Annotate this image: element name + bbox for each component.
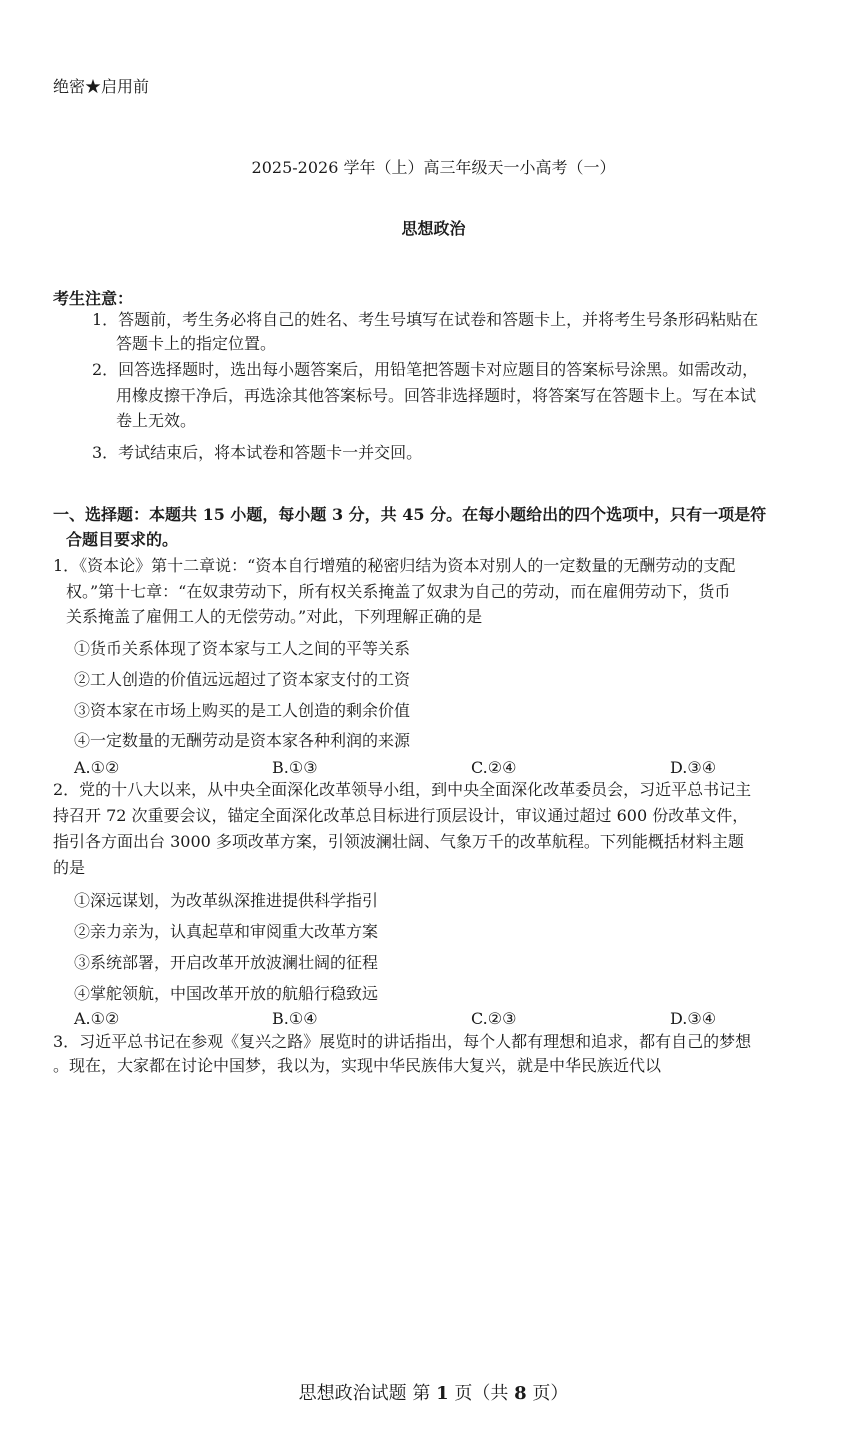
q2-choice-c: C.②③ xyxy=(471,1009,517,1028)
notice-item-2-line-2: 用橡皮擦干净后，再选涂其他答案标号。回答非选择题时，将答案写在答题卡上。写在本试 xyxy=(116,386,757,405)
notice-item-3: 3．考试结束后，将本试卷和答题卡一并交回。 xyxy=(92,443,423,462)
notice-title: 考生注意： xyxy=(53,289,134,308)
subject-title: 思想政治 xyxy=(401,219,466,238)
q1-choice-b: B.①③ xyxy=(272,758,318,777)
q1-option-4: ④一定数量的无酬劳动是资本家各种利润的来源 xyxy=(74,731,411,750)
page-footer xyxy=(0,1379,867,1405)
q2-option-1: ①深远谋划，为改革纵深推进提供科学指引 xyxy=(74,891,379,910)
q1-option-2: ②工人创造的价值远远超过了资本家支付的工资 xyxy=(74,670,411,689)
footer-text-2: 页（共 xyxy=(448,1383,515,1404)
footer-text-1: 思想政治试题 第 xyxy=(298,1383,437,1404)
q3-stem-line-2: 。现在，大家都在讨论中国梦，我以为，实现中华民族伟大复兴，就是中华民族近代以 xyxy=(53,1056,662,1075)
q2-stem-line-3: 指引各方面出台 3000 多项改革方案，引领波澜壮阔、气象万千的改革航程。下列能概括材料主题 xyxy=(53,832,744,851)
q1-choice-d: D.③④ xyxy=(670,758,717,777)
notice-item-1-line-1: 1．答题前，考生务必将自己的姓名、考生号填写在试卷和答题卡上，并将考生号条形码粘贴在 xyxy=(92,310,759,329)
q2-stem-line-2: 持召开 72 次重要会议，锚定全面深化改革总目标进行顶层设计，审议通过超过 600 份改革文件， xyxy=(53,806,749,825)
notice-item-2-line-1: 2．回答选择题时，选出每小题答案后，用铅笔把答题卡对应题目的答案标号涂黑。如需改动， xyxy=(92,360,759,379)
q2-option-2: ②亲力亲为，认真起草和审阅重大改革方案 xyxy=(74,922,379,941)
q2-option-3: ③系统部署，开启改革开放波澜壮阔的征程 xyxy=(74,953,379,972)
q2-option-4: ④掌舵领航，中国改革开放的航船行稳致远 xyxy=(74,984,379,1003)
confidential-label: 绝密★启用前 xyxy=(53,77,150,96)
q2-choice-a: A.①② xyxy=(74,1009,120,1028)
q2-choice-b: B.①④ xyxy=(272,1009,318,1028)
q2-stem-line-4: 的是 xyxy=(53,858,86,877)
notice-item-1-line-2: 答题卡上的指定位置。 xyxy=(116,334,277,353)
footer-text-3: 页） xyxy=(526,1383,569,1404)
q2-choice-d: D.③④ xyxy=(670,1009,717,1028)
footer-total-pages: 8 xyxy=(514,1383,527,1404)
q1-option-1: ①货币关系体现了资本家与工人之间的平等关系 xyxy=(74,639,411,658)
footer-page-number: 1 xyxy=(436,1383,449,1404)
q1-stem-line-3: 关系掩盖了雇佣工人的无偿劳动。”对此，下列理解正确的是 xyxy=(66,607,483,626)
q1-option-3: ③资本家在市场上购买的是工人创造的剩余价值 xyxy=(74,701,411,720)
exam-title: 2025-2026 学年（上）高三年级天一小高考（一） xyxy=(251,158,616,177)
q1-stem-line-1: 1．《资本论》第十二章说：“资本自行增殖的秘密归结为资本对别人的一定数量的无酬劳动的支配 xyxy=(53,556,736,575)
q2-stem-line-1: 2．党的十八大以来，从中央全面深化改革领导小组，到中央全面深化改革委员会，习近平总书记主 xyxy=(53,780,752,799)
q1-stem-line-2: 权。”第十七章：“在奴隶劳动下，所有权关系掩盖了奴隶为自己的劳动，而在雇佣劳动下，货币 xyxy=(66,582,731,601)
q1-choice-a: A.①② xyxy=(74,758,120,777)
q3-stem-line-1: 3．习近平总书记在参观《复兴之路》展览时的讲话指出，每个人都有理想和追求，都有自己的梦想 xyxy=(53,1032,752,1051)
section-heading-line-2: 合题目要求的。 xyxy=(66,530,179,549)
q1-choice-c: C.②④ xyxy=(471,758,517,777)
section-heading-line-1: 一、选择题：本题共 15 小题，每小题 3 分，共 45 分。在每小题给出的四个选项中，只有一项是符 xyxy=(53,505,767,524)
notice-item-2-line-3: 卷上无效。 xyxy=(116,411,197,430)
